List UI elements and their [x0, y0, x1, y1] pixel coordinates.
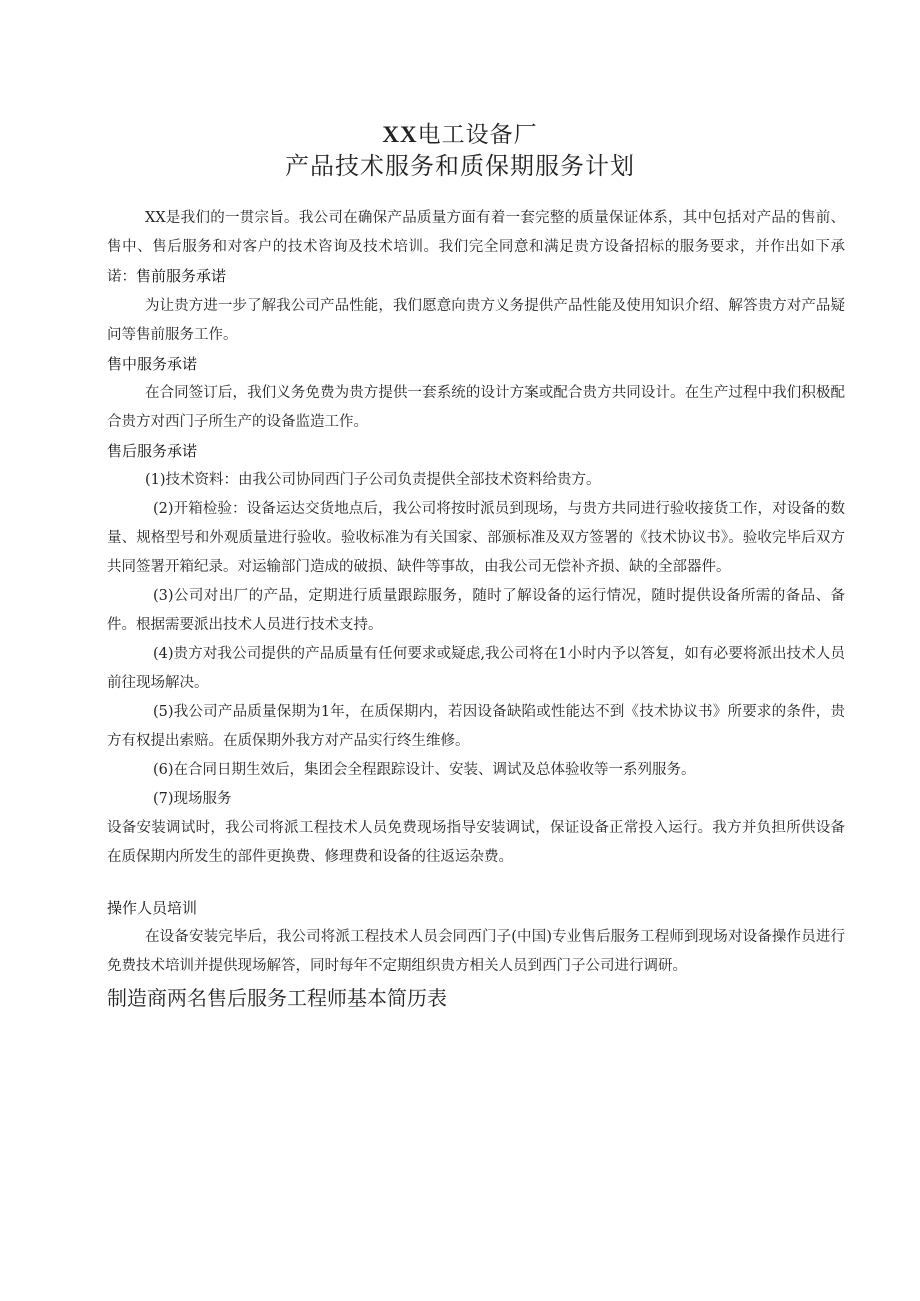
aftersale-item-2: (2)开箱检验：设备运达交货地点后，我公司将按时派员到现场，与贵方共同进行验收接货工作，对设备的数量、规格型号和外观质量进行验收。验收标准为有关国家、部颁标准及双方签署的《技术协议书》。验收完毕后双方共同签署开箱纪录。对运输部门造成的破损、缺件等事故，由我公司无偿补齐损、缺的全部器件。 — [107, 501, 845, 575]
insale-heading: 售中服务承诺 — [107, 355, 198, 373]
table-caption: 制造商两名售后服务工程师基本简历表 — [107, 986, 447, 1010]
company-name: 电工设备厂 — [417, 122, 538, 148]
intro-paragraph — [107, 204, 845, 292]
aftersale-item-6: (6)在合同日期生效后，集团会全程跟踪设计、安装、调试及总体验收等一系列服务。 — [153, 762, 696, 778]
aftersale-heading: 售后服务承诺 — [107, 442, 198, 460]
training-heading: 操作人员培训 — [107, 899, 198, 917]
company-title — [0, 120, 920, 150]
intro-text: XX是我们的一贯宗旨。我公司在确保产品质量方面有着一套完整的质量保证体系，其中包括对产品的售前、售中、售后服务和对客户的技术咨询及技术培训。我们完全同意和满足贵方设备招标的服务要求，并作出如下承诺： — [107, 210, 845, 285]
insale-paragraph: 在合同签订后，我们义务免费为贵方提供一套系统的设计方案或配合贵方共同设计。在生产过程中我们积极配合贵方对西门子所生产的设备监造工作。 — [107, 385, 845, 430]
company-prefix: XX — [382, 122, 418, 147]
presale-paragraph: 为让贵方进一步了解我公司产品性能，我们愿意向贵方义务提供产品性能及使用知识介绍、解答贵方对产品疑问等售前服务工作。 — [107, 298, 845, 343]
aftersale-item-7: (7)现场服务 — [153, 791, 232, 807]
training-paragraph: 在设备安装完毕后，我公司将派工程技术人员会同西门子(中国)专业售后服务工程师到现场对设备操作员进行免费技术培训并提供现场解答，同时每年不定期组织贵方相关人员到西门子公司进行调研。 — [107, 929, 845, 974]
aftersale-item-3: (3)公司对出厂的产品，定期进行质量跟踪服务，随时了解设备的运行情况，随时提供设备所需的备品、备件。根据需要派出技术人员进行技术支持。 — [107, 588, 845, 633]
document-body — [107, 204, 845, 1015]
presale-heading: 售前服务承诺 — [136, 267, 227, 285]
aftersale-item-5: (5)我公司产品质量保期为1年，在质保期内，若因设备缺陷或性能达不到《技术协议书》所要求的条件，贵方有权提出索赔。在质保期外我方对产品实行终生维修。 — [107, 704, 845, 749]
spacer — [107, 872, 845, 894]
aftersale-item-4: (4)贵方对我公司提供的产品质量有任何要求或疑虑,我公司将在1小时内予以答复，如有必要将派出技术人员前往现场解决。 — [107, 646, 845, 691]
aftersale-item-1: (1)技术资料：由我公司协同西门子公司负责提供全部技术资料给贵方。 — [145, 472, 601, 488]
onsite-service-paragraph: 设备安装调试时，我公司将派工程技术人员免费现场指导安装调试，保证设备正常投入运行。我方并负担所供设备在质保期内所发生的部件更换费、修理费和设备的往返运杂费。 — [107, 820, 845, 865]
plan-title: 产品技术服务和质保期服务计划 — [285, 152, 635, 180]
